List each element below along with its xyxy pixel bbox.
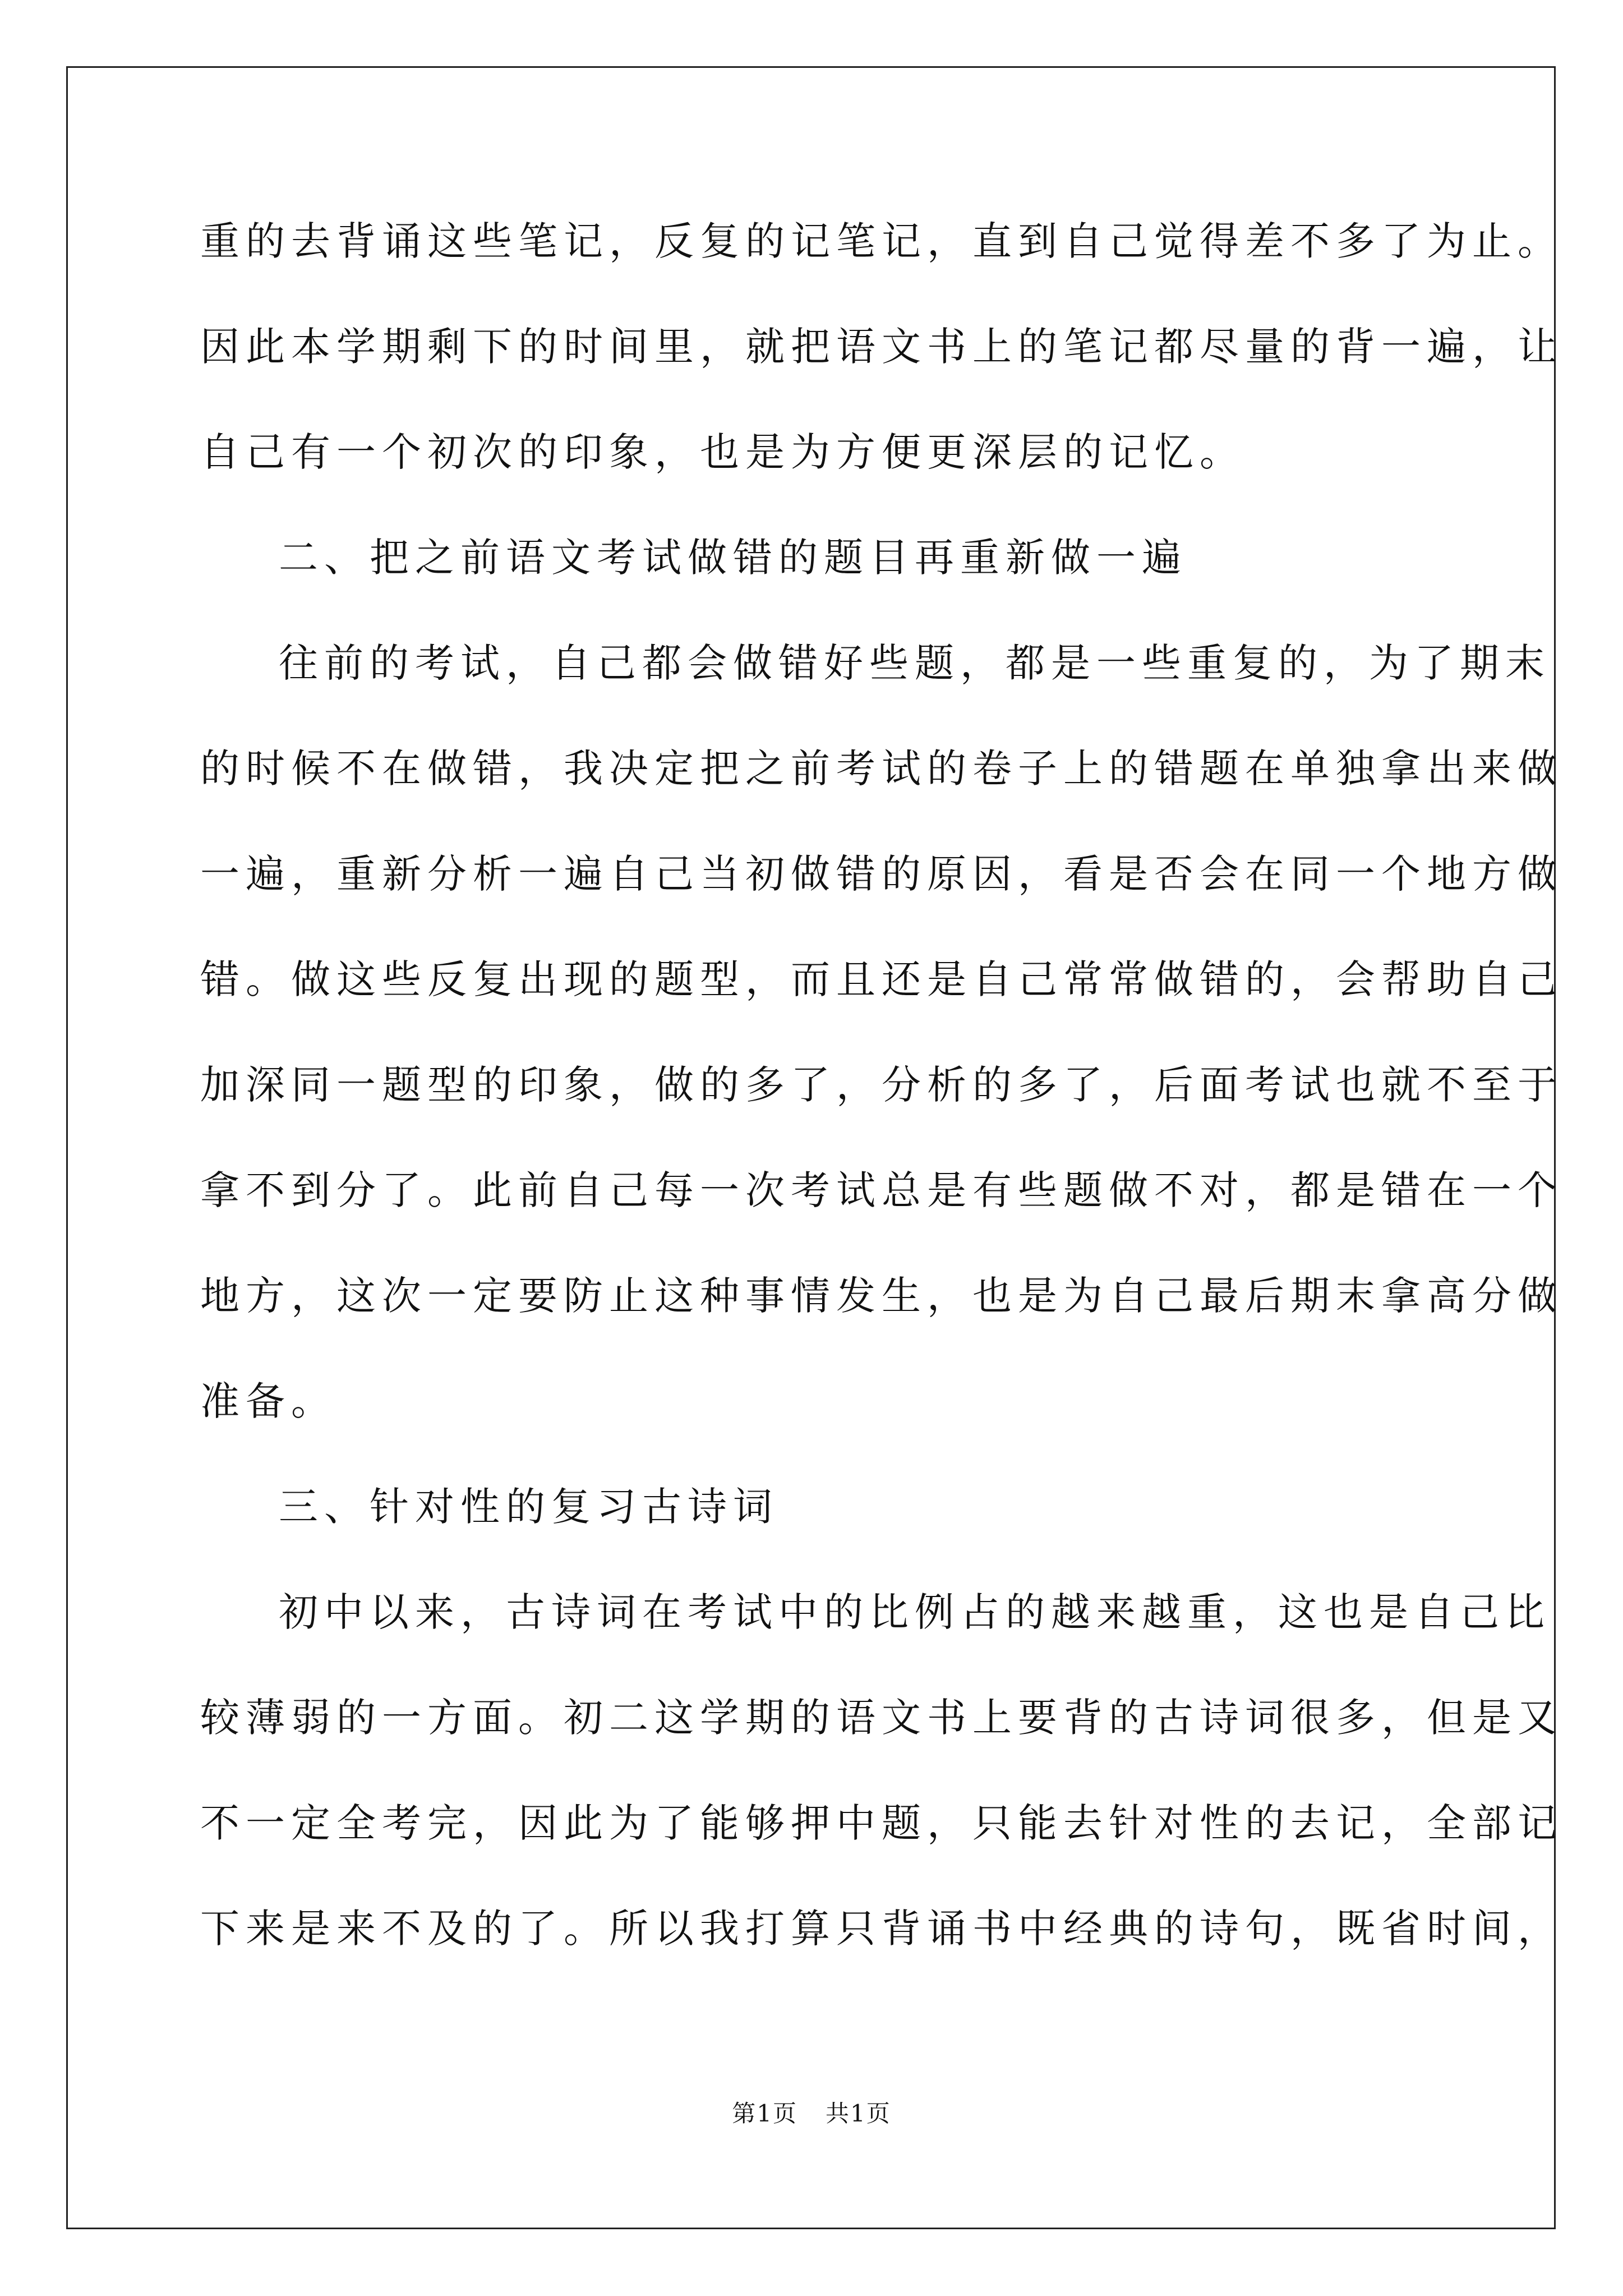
- document-body: [200, 208, 1563, 2000]
- text-line: 拿不到分了。此前自己每一次考试总是有些题做不对，都是错在一个: [200, 1167, 1563, 1213]
- section-heading: 三、针对性的复习古诗词: [279, 1484, 778, 1530]
- text-line: 地方，这次一定要防止这种事情发生，也是为自己最后期末拿高分做: [200, 1273, 1563, 1319]
- text-line: 下来是来不及的了。所以我打算只背诵书中经典的诗句，既省时间，: [200, 1906, 1563, 1952]
- text-line: 错。做这些反复出现的题型，而且还是自己常常做错的，会帮助自己: [200, 956, 1563, 1002]
- text-line: 自己有一个初次的印象，也是为方便更深层的记忆。: [200, 429, 1245, 475]
- text-line: 因此本学期剩下的时间里，就把语文书上的笔记都尽量的背一遍，让: [200, 324, 1563, 370]
- page-number: 第1页: [732, 2100, 797, 2127]
- text-line: 加深同一题型的印象，做的多了，分析的多了，后面考试也就不至于: [200, 1062, 1563, 1108]
- text-line: 较薄弱的一方面。初二这学期的语文书上要背的古诗词很多，但是又: [200, 1695, 1563, 1741]
- text-line: 的时候不在做错，我决定把之前考试的卷子上的错题在单独拿出来做: [200, 746, 1563, 792]
- text-line: 一遍，重新分析一遍自己当初做错的原因，看是否会在同一个地方做: [200, 851, 1563, 897]
- text-line: 初中以来，古诗词在考试中的比例占的越来越重，这也是自己比: [279, 1589, 1551, 1635]
- text-line: 重的去背诵这些笔记，反复的记笔记，直到自己觉得差不多了为止。: [200, 218, 1563, 264]
- text-line: 往前的考试，自己都会做错好些题，都是一些重复的，为了期末: [279, 640, 1551, 686]
- text-line: 不一定全考完，因此为了能够押中题，只能去针对性的去记，全部记: [200, 1800, 1563, 1846]
- text-line: 准备。: [200, 1378, 336, 1424]
- page-total: 共1页: [826, 2100, 891, 2127]
- page-footer: [0, 2097, 1623, 2131]
- section-heading: 二、把之前语文考试做错的题目再重新做一遍: [279, 535, 1187, 581]
